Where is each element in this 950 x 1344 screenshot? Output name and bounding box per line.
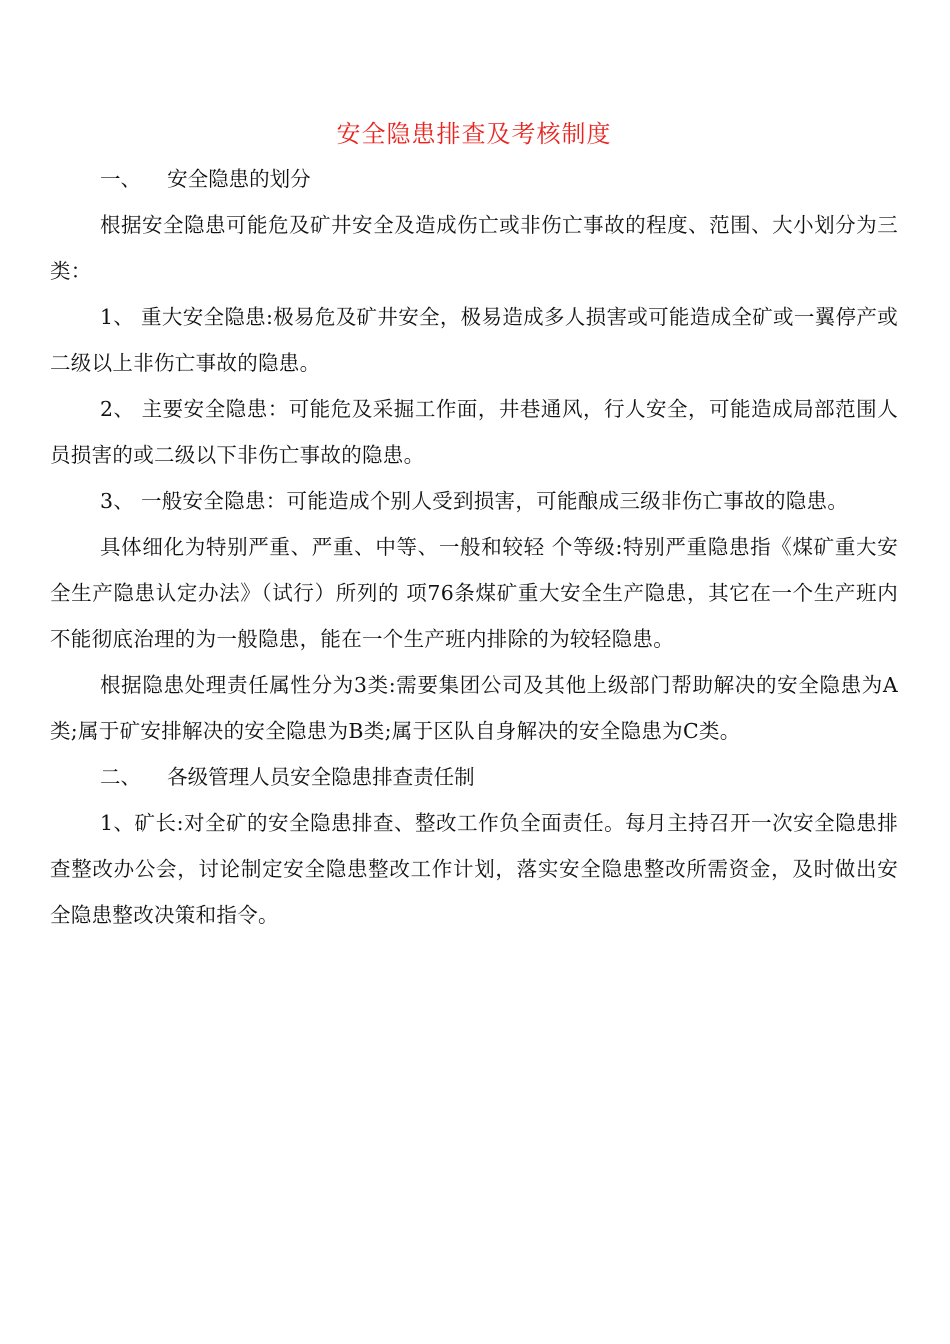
paragraph: 2、 主要安全隐患：可能危及采掘工作面，井巷通风，行人安全，可能造成局部范围人员损害的或二级以下非伤亡事故的隐患。 [50,397,898,467]
paragraph: 根据安全隐患可能危及矿井安全及造成伤亡或非伤亡事故的程度、范围、大小划分为三类： [50,213,898,283]
paragraph: 3、 一般安全隐患：可能造成个别人受到损害，可能酿成三级非伤亡事故的隐患。 [100,489,849,513]
section-heading: 二、 各级管理人员安全隐患排查责任制 [100,765,475,789]
paragraph: 根据隐患处理责任属性分为3类:需要集团公司及其他上级部门帮助解决的安全隐患为A类;属于矿安排解决的安全隐患为B类;属于区队自身解决的安全隐患为C类。 [50,673,898,743]
section-responsibility [50,754,898,938]
paragraph: 1、矿长:对全矿的安全隐患排查、整改工作负全面责任。每月主持召开一次安全隐患排查整改办公会，讨论制定安全隐患整改工作计划，落实安全隐患整改所需资金，及时做出安全隐患整改决策和指令。 [50,811,898,927]
section-classification [50,156,898,754]
document-page [50,114,898,938]
section-heading: 一、 安全隐患的划分 [100,167,311,191]
paragraph: 具体细化为特别严重、严重、中等、一般和较轻 个等级:特别严重隐患指《煤矿重大安全生产隐患认定办法》（试行）所列的 项76条煤矿重大安全生产隐患，其它在一个生产班内不能彻底治理的为一般隐患，能在一个生产班内排除的为较轻隐患。 [50,535,898,651]
document-title: 安全隐患排查及考核制度 [336,120,612,148]
paragraph: 1、 重大安全隐患:极易危及矿井安全，极易造成多人损害或可能造成全矿或一翼停产或二级以上非伤亡事故的隐患。 [50,305,898,375]
